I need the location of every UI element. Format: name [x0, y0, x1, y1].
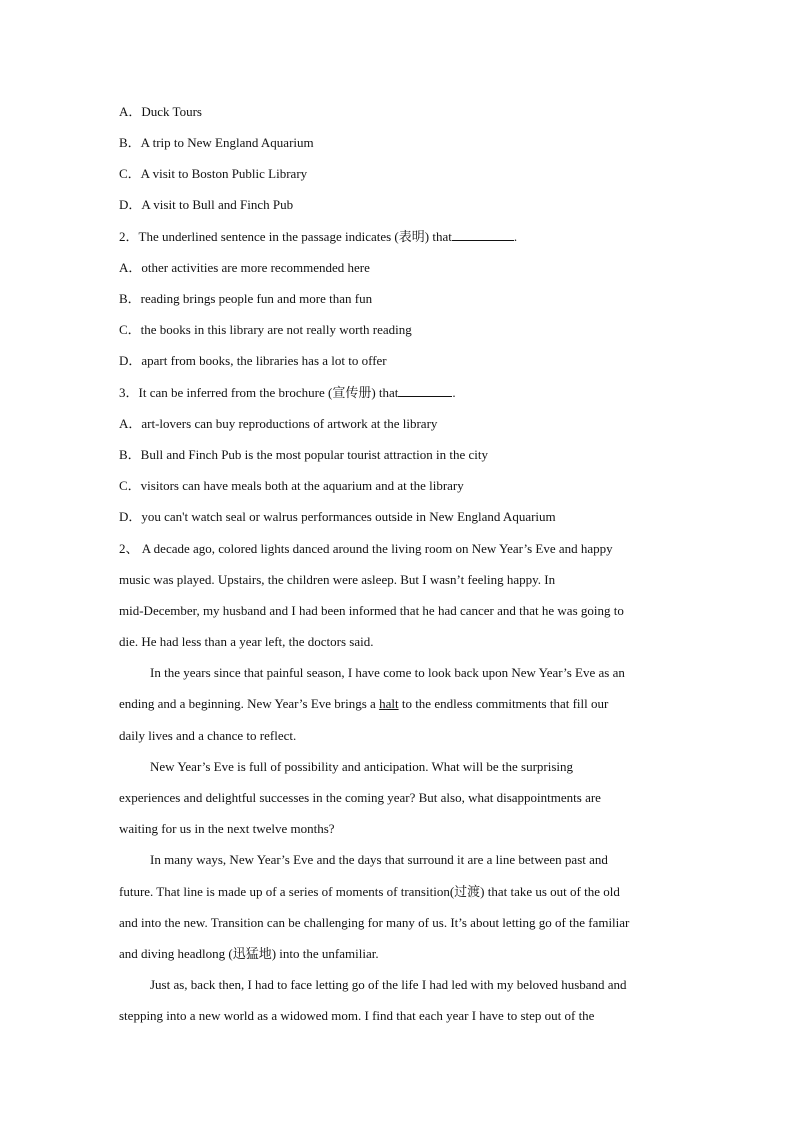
q3-option-d: D．you can't watch seal or walrus performances outside in New England Aquarium: [119, 509, 556, 524]
passage2-p3-line1: New Year’s Eve is full of possibility and anticipation. What will be the surprising: [150, 759, 574, 774]
passage2-p1-line3: mid-December, my husband and I had been informed that he had cancer and that he was going to: [119, 603, 624, 618]
q2-stem-text: 2．The underlined sentence in the passage indicates (表明) that: [119, 229, 452, 244]
q2-answer-blank: [452, 229, 514, 241]
passage2-p1-line4: die. He had less than a year left, the doctors said.: [119, 634, 374, 649]
q2-option-c: C．the books in this library are not really worth reading: [119, 322, 412, 337]
q1-option-d: D．A visit to Bull and Finch Pub: [119, 197, 294, 212]
q3-option-a: A．art-lovers can buy reproductions of artwork at the library: [119, 416, 438, 431]
passage2-p4-line3: and into the new. Transition can be challenging for many of us. It’s about letting go of the familiar: [119, 915, 630, 930]
q3-option-b: B．Bull and Finch Pub is the most popular tourist attraction in the city: [119, 447, 489, 462]
passage2-p2-line3: daily lives and a chance to reflect.: [119, 728, 297, 743]
passage2-p4-line1: In many ways, New Year’s Eve and the days that surround it are a line between past and: [150, 852, 608, 867]
passage2-p2-line2-before: ending and a beginning. New Year’s Eve brings a: [119, 696, 380, 711]
q3-stem: [119, 385, 456, 401]
q2-stem-end: .: [513, 229, 518, 244]
q2-option-a: A．other activities are more recommended here: [119, 260, 370, 275]
q3-stem-text: 3．It can be inferred from the brochure (宣传册) that: [119, 385, 399, 400]
q2-stem: [119, 229, 517, 245]
q1-option-c: C．A visit to Boston Public Library: [119, 166, 308, 181]
q3-option-c: C．visitors can have meals both at the aquarium and at the library: [119, 478, 464, 493]
q2-option-b: B．reading brings people fun and more than fun: [119, 291, 373, 306]
q3-stem-end: .: [452, 385, 456, 400]
passage2-p5-line1: Just as, back then, I had to face letting go of the life I had led with my beloved husband and: [150, 977, 627, 992]
underlined-word-halt: halt: [379, 696, 399, 711]
q3-answer-blank: [398, 385, 452, 397]
passage2-p5-line2: stepping into a new world as a widowed mom. I find that each year I have to step out of the: [119, 1008, 595, 1023]
passage2-p2-line2: [119, 696, 608, 712]
passage2-p3-line3: waiting for us in the next twelve months?: [119, 821, 335, 836]
passage2-p4-line2: future. That line is made up of a series of moments of transition(过渡) that take us out of the old: [119, 884, 620, 899]
passage2-p2-line1: In the years since that painful season, I have come to look back upon New Year’s Eve as an: [150, 665, 625, 680]
passage2-p2-line2-after: to the endless commitments that fill our: [398, 696, 609, 711]
q2-option-d: D．apart from books, the libraries has a lot to offer: [119, 353, 387, 368]
q1-option-a: A．Duck Tours: [119, 104, 202, 119]
passage2-p3-line2: experiences and delightful successes in the coming year? But also, what disappointments are: [119, 790, 601, 805]
passage2-p1-line1: 2、 A decade ago, colored lights danced around the living room on New Year’s Eve and happy: [119, 541, 613, 556]
q1-option-b: B．A trip to New England Aquarium: [119, 135, 314, 150]
passage2-p1-line2: music was played. Upstairs, the children were asleep. But I wasn’t feeling happy. In: [119, 572, 556, 587]
passage2-p4-line4: and diving headlong (迅猛地) into the unfamiliar.: [119, 946, 379, 961]
